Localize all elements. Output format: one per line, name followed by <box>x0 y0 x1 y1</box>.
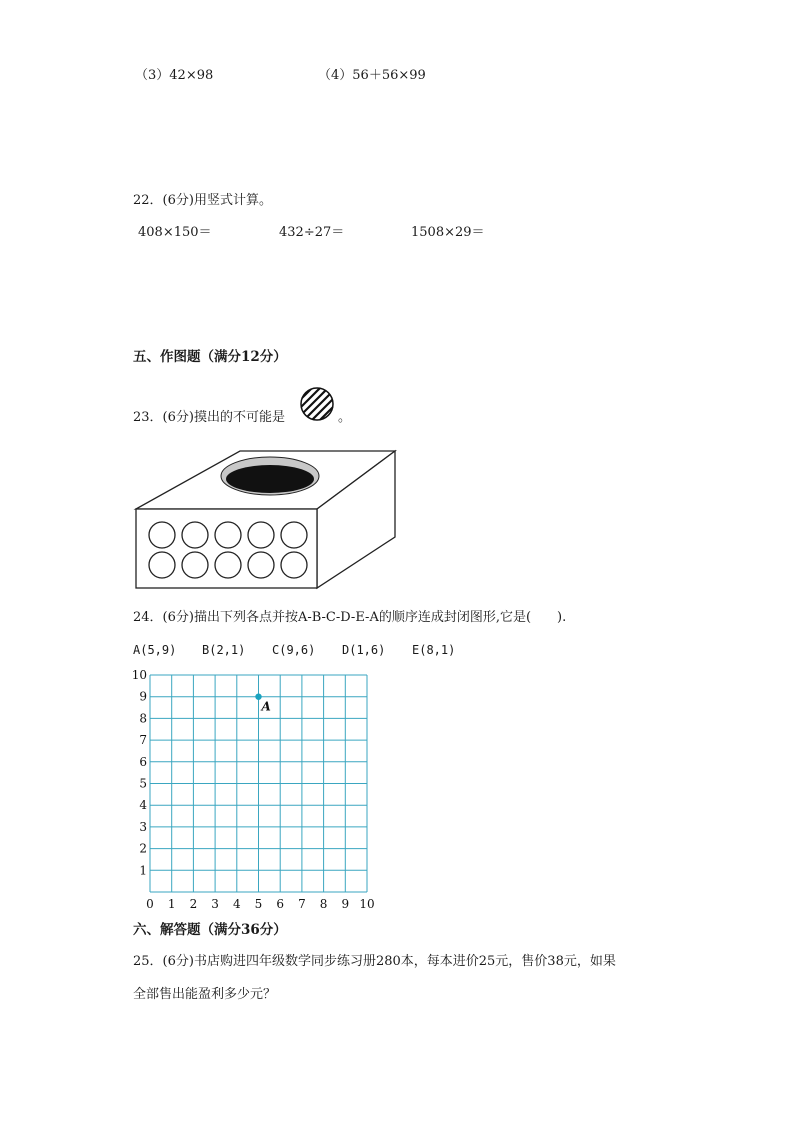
y-tick-label: 3 <box>139 819 147 834</box>
x-tick-label: 3 <box>211 897 219 910</box>
y-tick-label: 5 <box>139 776 147 791</box>
q21-item3: （3）42×98 <box>135 68 214 83</box>
section6-title: 六、解答题（满分36分） <box>133 922 287 938</box>
x-tick-label: 10 <box>359 897 375 910</box>
x-tick-label: 8 <box>319 897 328 910</box>
q22-expr-3: 1508×29＝ <box>411 225 485 240</box>
q24-point-e: E(8,1) <box>412 643 456 657</box>
y-tick-label: 10 <box>131 668 147 682</box>
coordinate-grid <box>128 666 382 910</box>
q24-point-d: D(1,6) <box>342 643 386 657</box>
striped-ball-icon <box>298 385 336 423</box>
x-tick-label: 9 <box>341 897 350 910</box>
q24-point-c: C(9,6) <box>272 643 316 657</box>
x-tick-label: 1 <box>167 897 176 910</box>
y-tick-label: 6 <box>139 754 147 769</box>
q25-line1: 25．(6分)书店购进四年级数学同步练习册280本，每本进价25元，售价38元，如果 <box>133 954 616 969</box>
q25-line2: 全部售出能盈利多少元？ <box>133 987 277 1002</box>
x-tick-label: 7 <box>298 897 306 910</box>
q21-item4: （4）56＋56×99 <box>318 68 426 83</box>
q24-point-b: B(2,1) <box>202 643 246 657</box>
y-tick-label: 8 <box>139 711 147 726</box>
q23-prefix: 23．(6分)摸出的不可能是 <box>133 410 285 425</box>
q22-expr-1: 408×150＝ <box>138 225 212 240</box>
y-tick-label: 2 <box>139 841 147 856</box>
section5-title: 五、作图题（满分12分） <box>133 349 287 365</box>
y-tick-label: 9 <box>139 689 147 704</box>
x-tick-label: 2 <box>189 897 198 910</box>
q23-suffix: 。 <box>338 410 352 425</box>
point-label-a: A <box>261 699 271 714</box>
q22-title: 22．(6分)用竖式计算。 <box>133 193 272 208</box>
x-tick-label: 6 <box>276 897 285 910</box>
q24-title: 24．(6分)描出下列各点并按A-B-C-D-E-A的顺序连成封闭图形,它是( ). <box>133 610 567 625</box>
x-tick-label: 4 <box>232 897 241 910</box>
ball-box-illustration <box>132 447 402 592</box>
x-tick-label: 0 <box>146 897 154 910</box>
x-tick-label: 5 <box>254 897 263 910</box>
y-tick-label: 7 <box>139 733 147 748</box>
y-tick-label: 1 <box>139 863 147 878</box>
q22-expr-2: 432÷27＝ <box>279 225 345 240</box>
y-tick-label: 4 <box>139 798 147 813</box>
q24-point-a: A(5,9) <box>133 643 177 657</box>
